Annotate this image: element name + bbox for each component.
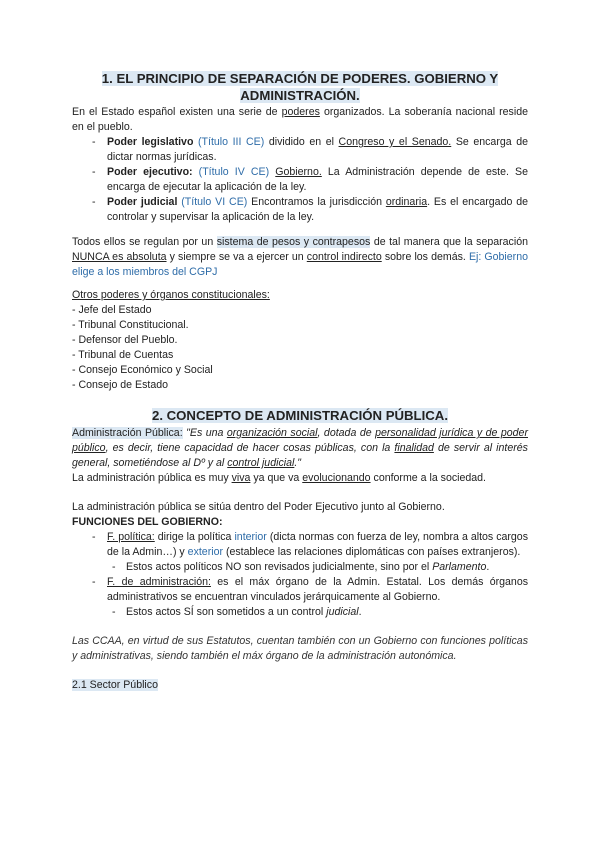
document-page bbox=[72, 70, 528, 693]
list-item: - Poder legislativo (Título III CE) dividido en el Congreso y el Senado. Se encarga de dictar normas jurídicas. bbox=[92, 135, 528, 165]
ccaa-paragraph: Las CCAA, en virtud de sus Estatutos, cuentan también con un Gobierno con funciones políticas y administrativas, siendo también el máx órgano de la administración autonómica. bbox=[72, 635, 528, 662]
list-item: - Poder ejecutivo: (Título IV CE) Gobierno. La Administración depende de este. Se encarga de ejecutar la aplicación de la ley. bbox=[92, 165, 528, 195]
otros-organos-list bbox=[72, 288, 528, 393]
funciones-list bbox=[72, 530, 528, 560]
funciones-list-2 bbox=[72, 575, 528, 605]
list-item: - F. de administración: es el máx órgano de la Admin. Estatal. Los demás órganos administrativos se encuentran vinculados jerárquicamente al Gobierno. bbox=[92, 575, 528, 605]
funciones-title: FUNCIONES DEL GOBIERNO: bbox=[72, 516, 223, 528]
list-item: - Tribunal Constitucional. bbox=[72, 319, 189, 331]
heading-line-2: ADMINISTRACIÓN. bbox=[240, 88, 360, 103]
otros-title: Otros poderes y órganos constitucionales: bbox=[72, 289, 270, 301]
heading-line-1: 1. EL PRINCIPIO DE SEPARACIÓN DE PODERES. GOBIERNO Y bbox=[101, 71, 499, 86]
list-item: - Consejo Económico y Social bbox=[72, 364, 213, 376]
powers-list bbox=[72, 135, 528, 225]
funciones-sublist bbox=[72, 560, 528, 575]
list-item: - Tribunal de Cuentas bbox=[72, 349, 174, 361]
list-item: - Estos actos políticos NO son revisados judicialmente, sino por el Parlamento. bbox=[112, 560, 528, 575]
funciones-sublist-2 bbox=[72, 605, 528, 620]
list-item: - Poder judicial (Título VI CE) Encontramos la jurisdicción ordinaria. Es el encargado de controlar y supervisar la aplicación de la ley. bbox=[92, 195, 528, 225]
list-item: - Defensor del Pueblo. bbox=[72, 334, 178, 346]
list-item: - F. política: dirige la política interior (dicta normas con fuerza de ley, nombra a altos cargos de la Admin…) y exterior (establece las relaciones diplomáticas con países extranjeros). bbox=[92, 530, 528, 560]
list-item: - Estos actos SÍ son sometidos a un control judicial. bbox=[112, 605, 528, 620]
ejecutivo-paragraph: La administración pública se sitúa dentro del Poder Ejecutivo junto al Gobierno. bbox=[72, 501, 445, 513]
subsection-heading: 2.1 Sector Público bbox=[72, 679, 158, 691]
intro-paragraph: En el Estado español existen una serie de poderes organizados. La soberanía nacional reside en el pueblo. bbox=[72, 106, 528, 133]
section-1-heading bbox=[72, 70, 528, 104]
list-item: - Jefe del Estado bbox=[72, 304, 152, 316]
definition-paragraph: Administración Pública: "Es una organización social, dotada de personalidad jurídica y de poder público, es decir, tiene capacidad de hacer cosas públicas, con la finalidad de servir al interés general, sometiéndose al Dº y al control judicial." bbox=[72, 427, 528, 469]
pesos-paragraph: Todos ellos se regulan por un sistema de pesos y contrapesos de tal manera que la separación NUNCA es absoluta y siempre se va a ejercer un control indirecto sobre los demás. Ej: Gobierno elige a los miembros del CGPJ bbox=[72, 236, 528, 278]
section-2-heading: 2. CONCEPTO DE ADMINISTRACIÓN PÚBLICA. bbox=[151, 408, 448, 423]
list-item: - Consejo de Estado bbox=[72, 379, 168, 391]
viva-paragraph: La administración pública es muy viva ya que va evolucionando conforme a la sociedad. bbox=[72, 472, 486, 484]
